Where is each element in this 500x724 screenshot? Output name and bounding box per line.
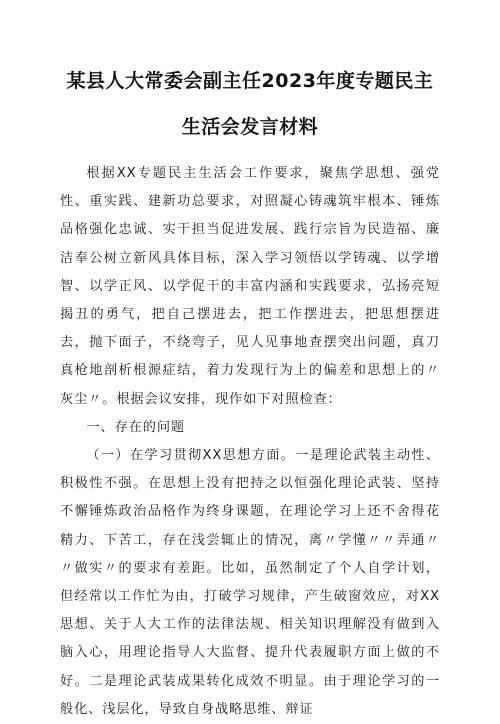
title-line-1: 某县人大常委会副主任2023年度专题民主 [66, 70, 434, 92]
section-heading-problems: 一、存在的问题 [86, 419, 186, 435]
document-body [60, 160, 440, 724]
subsection-paragraph-1: （一）在学习贯彻XX思想方面。一是理论武装主动性、积极性不强。在思想上没有把持之以恒强化理论武装、坚持不懈锤炼政治品格作为终身课题，在理论学习上还不舍得花精力、下苦工，存在浅尝辄止的情况，离〃学懂〃〃弄通〃〃做实〃的要求有差距。比如，虽然制定了个人自学计划，但经常以工作忙为由，打破学习规律，产生破窗效应，对XX思想、关于人大工作的法律法规、相关知识理解没有做到入脑入心，用理论指导人大监督、提升代表履职方面上做的不好。二是理论武装成果转化成效不明显。由于理论学习的一般化、浅层化，导致自身战略思维、辩证 [60, 448, 440, 717]
title-line-2: 生活会发言材料 [181, 116, 319, 138]
intro-paragraph: 根据XX专题民主生活会工作要求，聚焦学思想、强党性、重实践、建新功总要求，对照凝心铸魂筑牢根本、锤炼品格强化忠诚、实干担当促进发展、践行宗旨为民造福、廉洁奉公树立新风具体目标，深入学习领悟以学铸魂、以学增智、以学正风、以学促干的丰富内涵和实践要求，弘扬亮短揭丑的勇气，把自己摆进去，把工作摆进去，把思想摆进去，抛下面子，不绕弯子，见人见事地查摆突出问题，真刀真枪地剖析根源症结，着力发现行为上的偏差和思想上的〃灰尘〃。根据会议安排，现作如下对照检查： [60, 166, 440, 407]
document-title [60, 66, 440, 142]
